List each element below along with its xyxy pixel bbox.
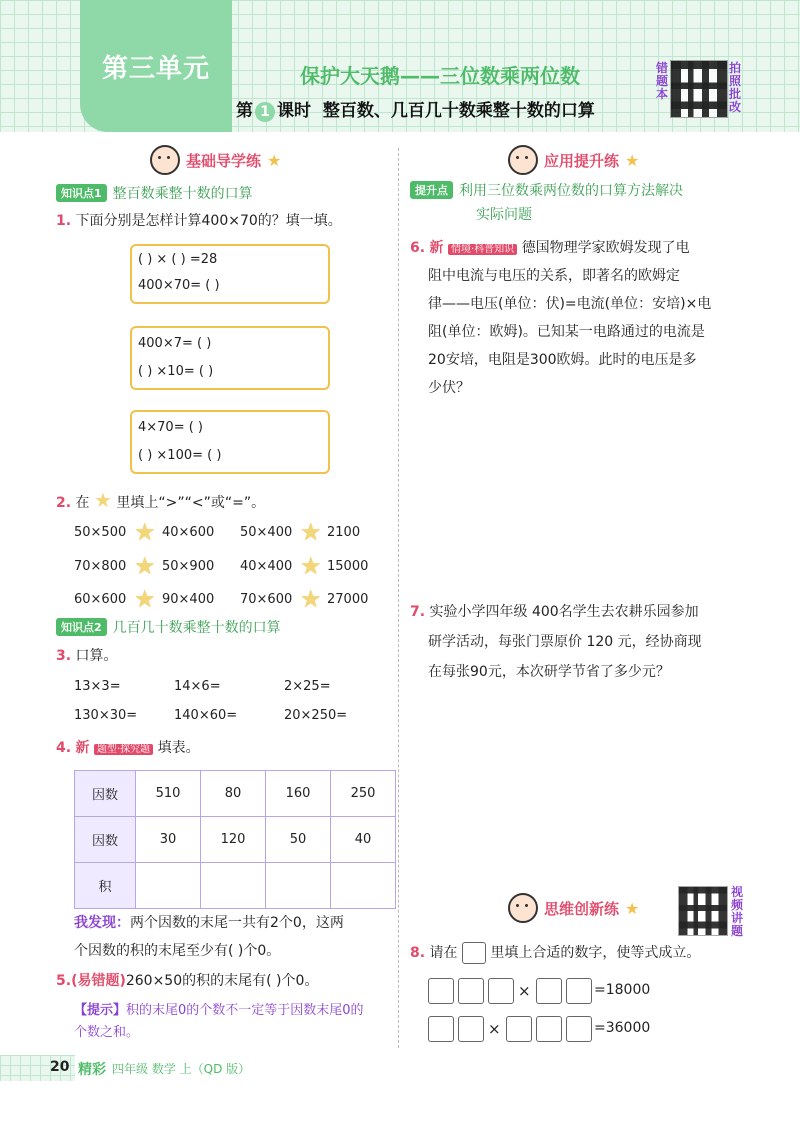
table-cell: 30: [136, 817, 201, 863]
knowledge-point-2: [56, 617, 281, 637]
q6-number: 6.: [410, 240, 426, 256]
table-cell: 80: [201, 771, 266, 817]
q6-tag: 情境·科普知识: [448, 244, 517, 255]
calc-box-1: [130, 244, 330, 304]
question-2: [56, 489, 265, 514]
digit-box[interactable]: [566, 1016, 592, 1042]
question-6: [410, 237, 690, 261]
question-1: [56, 210, 342, 232]
q2-pre: 在: [75, 495, 90, 511]
q6-new-badge: 新: [429, 240, 444, 256]
eq2-result: =36000: [594, 1020, 651, 1036]
cmp-r3-c: 70×600: [240, 592, 293, 607]
section-basic-label: 基础导学练: [186, 151, 262, 170]
q6-line: 20安培，电阻是300欧姆。此时的电压是多: [428, 352, 697, 368]
improve-tag: 提升点: [410, 181, 453, 199]
star-icon: ★: [625, 898, 640, 918]
hint-line-1: [74, 1000, 364, 1021]
mascot-icon: [150, 145, 180, 175]
improve-text-1: 利用三位数乘两位数的口算方法解决: [459, 183, 683, 199]
question-4: [56, 737, 200, 761]
star-blank-icon: ★: [93, 488, 112, 512]
star-icon: ★: [625, 150, 640, 170]
section-apply-label: 应用提升练: [544, 151, 620, 170]
hint-label: 【提示】: [74, 1003, 127, 1018]
cmp-r1-c: 50×400: [240, 525, 293, 540]
digit-box[interactable]: [566, 978, 592, 1004]
cmp-r2-d: 15000: [327, 559, 369, 574]
digit-box[interactable]: [458, 1016, 484, 1042]
product-answer-cell[interactable]: [136, 863, 201, 909]
times-sign: ×: [488, 1020, 501, 1038]
table-row: [75, 771, 396, 817]
oral-calc[interactable]: 140×60=: [174, 708, 238, 723]
lesson-title: [236, 96, 595, 122]
lesson-topic: 整百数、几百几十数乘整十数的口算: [322, 101, 595, 121]
unit-title: 保护大天鹅——三位数乘两位数: [300, 64, 580, 88]
oral-calc[interactable]: 13×3=: [74, 679, 121, 694]
table-row: [75, 863, 396, 909]
section-apply: [508, 145, 639, 175]
section-think-label: 思维创新练: [544, 899, 620, 918]
question-7: [410, 601, 699, 623]
section-basic: [150, 145, 281, 175]
box1-line2[interactable]: 400×70= ( ): [138, 278, 220, 293]
blank-box-icon: [462, 942, 486, 964]
mascot-icon: [508, 145, 538, 175]
table-cell: 40: [331, 817, 396, 863]
hint-text-2: 个数之和。: [74, 1025, 140, 1040]
unit-tab: 第三单元: [80, 0, 232, 132]
q5-text: 260×50的积的末尾有( )个0。: [125, 973, 319, 989]
table-header-cell: 因数: [75, 771, 136, 817]
cmp-r1-b: 40×600: [162, 525, 215, 540]
q3-text: 口算。: [75, 648, 118, 664]
calc-box-3: [130, 410, 330, 474]
q8-post: 里填上合适的数字，使等式成立。: [490, 945, 701, 961]
q8-number: 8.: [410, 945, 426, 961]
table-header-cell: 因数: [75, 817, 136, 863]
kp1-label: 整百数乘整十数的口算: [112, 186, 253, 202]
q1-number: 1.: [56, 213, 72, 229]
compare-star-r3c1[interactable]: ★: [134, 585, 156, 613]
q4-new-badge: 新: [75, 740, 90, 756]
video-tag: 视频讲题: [730, 885, 743, 938]
q8-pre: 请在: [429, 945, 458, 961]
q7-line: 在每张90元，本次研学节省了多少元？: [428, 664, 670, 680]
compare-star-r2c2[interactable]: ★: [300, 552, 322, 580]
q7-line: 研学活动，每张门票原价 120 元，经协商现: [428, 634, 702, 650]
hint-text-1: 积的末尾0的个数不一定等于因数末尾0的: [126, 1003, 364, 1018]
digit-box[interactable]: [506, 1016, 532, 1042]
compare-star-r1c2[interactable]: ★: [300, 518, 322, 546]
digit-box[interactable]: [428, 1016, 454, 1042]
column-divider: [398, 148, 399, 1048]
product-answer-cell[interactable]: [201, 863, 266, 909]
table-cell: 50: [266, 817, 331, 863]
page-footer: [0, 1055, 800, 1083]
box2-line1[interactable]: 400×7= ( ): [138, 336, 212, 351]
knowledge-point-1: [56, 183, 253, 203]
calc-box-2: [130, 326, 330, 390]
mistake-book-tag: 错题本: [655, 61, 668, 101]
q1-text: 下面分别是怎样计算400×70的？填一填。: [75, 213, 342, 229]
box1-line1[interactable]: ( ) × ( ) =28: [138, 252, 218, 267]
kp2-label: 几百几十数乘整十数的口算: [112, 620, 281, 636]
product-answer-cell[interactable]: [331, 863, 396, 909]
q5-tag: (易错题): [71, 973, 126, 989]
cmp-r2-c: 40×400: [240, 559, 293, 574]
oral-calc[interactable]: 130×30=: [74, 708, 138, 723]
compare-star-r3c2[interactable]: ★: [300, 585, 322, 613]
table-cell: 160: [266, 771, 331, 817]
kp2-tag: 知识点2: [56, 618, 107, 636]
digit-box[interactable]: [488, 978, 514, 1004]
lesson-prefix: 第: [236, 101, 253, 121]
page-number: 20: [50, 1059, 70, 1075]
digit-box[interactable]: [536, 1016, 562, 1042]
q2-post: 里填上“>”“<”或“=”。: [116, 495, 266, 511]
compare-star-r2c1[interactable]: ★: [134, 552, 156, 580]
discovery-line-1: [74, 912, 344, 934]
discovery-text-2: 个因数的积的末尾至少有( )个0。: [74, 943, 281, 959]
qr-code-icon[interactable]: [670, 60, 728, 118]
q3-number: 3.: [56, 648, 72, 664]
cmp-r2-b: 50×900: [162, 559, 215, 574]
discovery-text-1: 两个因数的末尾一共有2个0，这两: [130, 915, 344, 931]
box3-line1[interactable]: 4×70= ( ): [138, 420, 204, 435]
table-header-cell: 积: [75, 863, 136, 909]
q6-line: 阻(单位：欧姆)。已知某一电路通过的电流是: [428, 324, 705, 340]
kp1-tag: 知识点1: [56, 184, 107, 202]
digit-box[interactable]: [458, 978, 484, 1004]
question-5: [56, 970, 318, 992]
times-sign: ×: [518, 982, 531, 1000]
cmp-r3-a: 60×600: [74, 592, 127, 607]
improve-text-2: 实际问题: [476, 207, 532, 223]
oral-calc[interactable]: 14×6=: [174, 679, 221, 694]
section-think: [508, 893, 639, 923]
q6-line: 律——电压(单位：伏)=电流(单位：安培)×电: [428, 296, 712, 312]
question-8: [410, 942, 700, 964]
cmp-r2-a: 70×800: [74, 559, 127, 574]
cmp-r1-a: 50×500: [74, 525, 127, 540]
digit-box[interactable]: [536, 978, 562, 1004]
q6-line: 少伏？: [428, 380, 470, 396]
box2-line2[interactable]: ( ) ×10= ( ): [138, 364, 214, 379]
table-cell: 250: [331, 771, 396, 817]
factor-table: [74, 770, 396, 909]
cmp-r1-d: 2100: [327, 525, 361, 540]
q6-line: 德国物理学家欧姆发现了电: [521, 240, 690, 256]
brand-logo: 精彩: [78, 1062, 106, 1078]
q4-type-tag: 题型·探究题: [94, 744, 153, 755]
table-cell: 510: [136, 771, 201, 817]
q7-line: 实验小学四年级 400名学生去农耕乐园参加: [429, 604, 699, 620]
table-cell: 120: [201, 817, 266, 863]
q6-line: 阻中电流与电压的关系，即著名的欧姆定: [428, 268, 680, 284]
oral-calc[interactable]: 20×250=: [284, 708, 348, 723]
photo-correct-tag: 拍照批改: [728, 61, 741, 114]
q4-number: 4.: [56, 740, 72, 756]
question-3: [56, 645, 118, 667]
product-answer-cell[interactable]: [266, 863, 331, 909]
eq1-result: =18000: [594, 982, 651, 998]
q4-text: 填表。: [157, 740, 200, 756]
q2-number: 2.: [56, 495, 72, 511]
cmp-r3-b: 90×400: [162, 592, 215, 607]
star-icon: ★: [267, 150, 282, 170]
discovery-label: 我发现：: [74, 915, 130, 931]
oral-calc[interactable]: 2×25=: [284, 679, 331, 694]
q7-number: 7.: [410, 604, 426, 620]
q5-number: 5.: [56, 973, 72, 989]
lesson-suffix: 课时: [277, 101, 311, 121]
qr-code-icon[interactable]: [678, 886, 728, 936]
cmp-r3-d: 27000: [327, 592, 369, 607]
mascot-icon: [508, 893, 538, 923]
table-row: [75, 817, 396, 863]
digit-box[interactable]: [428, 978, 454, 1004]
compare-star-r1c1[interactable]: ★: [134, 518, 156, 546]
lesson-number: 1: [255, 102, 275, 122]
book-info: 四年级 数学 上（QD 版）: [112, 1062, 251, 1076]
box3-line2[interactable]: ( ) ×100= ( ): [138, 448, 222, 463]
improve-point: [410, 180, 683, 200]
